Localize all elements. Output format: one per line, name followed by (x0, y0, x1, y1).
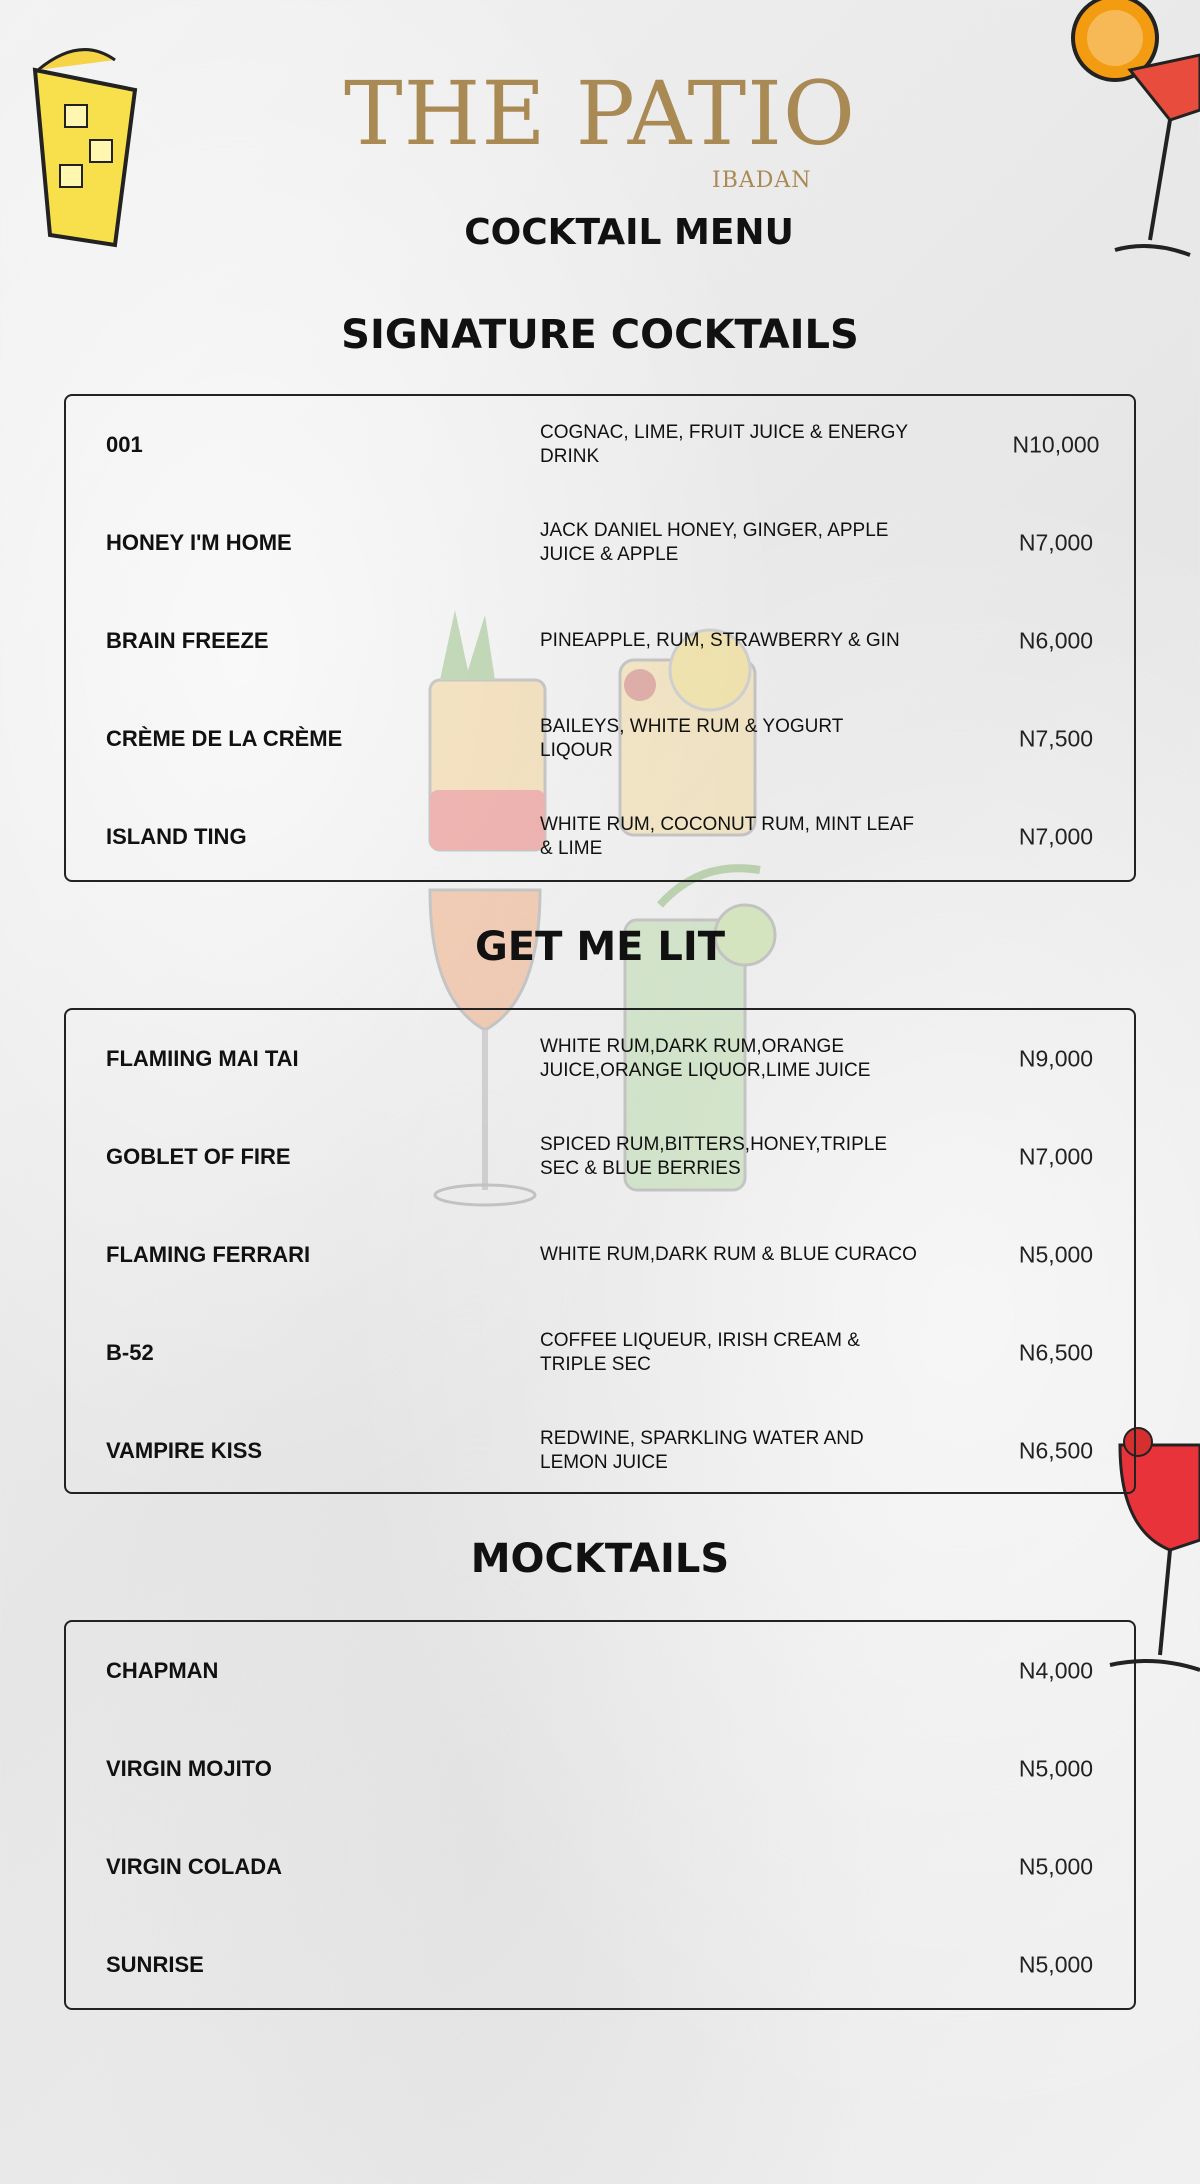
menu-item (66, 1206, 1134, 1304)
menu-item (66, 690, 1134, 788)
item-name: FLAMIING MAI TAI (106, 1046, 299, 1071)
item-price: N7,500 (1018, 725, 1094, 752)
item-price: N6,500 (1018, 1339, 1094, 1366)
menu-item (66, 1304, 1134, 1402)
item-name: CRÈME DE LA CRÈME (106, 726, 343, 751)
item-name: CHAPMAN (106, 1658, 219, 1683)
item-price: N4,000 (1018, 1657, 1094, 1684)
item-price: N7,000 (1018, 823, 1094, 850)
item-desc: JACK DANIEL HONEY, GINGER, APPLE JUICE & APPLE (540, 520, 889, 565)
section-title-mocktails: MOCKTAILS (470, 1536, 730, 1582)
item-price: N9,000 (1018, 1045, 1094, 1072)
section-title-signature: SIGNATURE COCKTAILS (341, 312, 859, 358)
item-name: FLAMING FERRARI (106, 1242, 311, 1267)
item-price: N7,000 (1018, 529, 1094, 556)
item-name: SUNRISE (106, 1952, 204, 1977)
item-price: N6,000 (1018, 627, 1094, 654)
menu-item (66, 1916, 1134, 2014)
signature-cocktails-box (64, 394, 1136, 882)
item-desc: PINEAPPLE, RUM, STRAWBERRY & GIN (540, 630, 900, 651)
brand-logo: THE PATIO (343, 62, 857, 165)
section-title-get-me-lit: GET ME LIT (474, 924, 726, 970)
item-name: GOBLET OF FIRE (106, 1144, 291, 1169)
item-desc: WHITE RUM,DARK RUM,ORANGE JUICE,ORANGE LIQUOR,LIME JUICE (540, 1036, 871, 1081)
item-price: N10,000 (1012, 431, 1100, 458)
item-price: N6,500 (1018, 1437, 1094, 1464)
item-price: N5,000 (1018, 1951, 1094, 1978)
brand-location: IBADAN (712, 168, 812, 193)
menu-item (66, 1720, 1134, 1818)
menu-item (66, 396, 1134, 494)
get-me-lit-box (64, 1008, 1136, 1494)
menu-item (66, 1622, 1134, 1720)
item-name: VAMPIRE KISS (106, 1438, 263, 1463)
item-name: VIRGIN MOJITO (106, 1756, 272, 1781)
menu-title: COCKTAIL MENU (464, 212, 794, 253)
item-desc: WHITE RUM,DARK RUM & BLUE CURACO (540, 1244, 917, 1265)
menu-item (66, 1010, 1134, 1108)
item-desc: SPICED RUM,BITTERS,HONEY,TRIPLE SEC & BLUE BERRIES (540, 1134, 887, 1179)
item-name: BRAIN FREEZE (106, 628, 269, 653)
item-price: N7,000 (1018, 1143, 1094, 1170)
menu-item (66, 1402, 1134, 1500)
item-desc: COGNAC, LIME, FRUIT JUICE & ENERGY DRINK (540, 422, 908, 467)
item-name: ISLAND TING (106, 824, 247, 849)
menu-item (66, 1108, 1134, 1206)
item-price: N5,000 (1018, 1241, 1094, 1268)
item-price: N5,000 (1018, 1755, 1094, 1782)
item-name: 001 (106, 432, 143, 457)
item-desc: BAILEYS, WHITE RUM & YOGURT LIQOUR (540, 716, 844, 761)
item-desc: REDWINE, SPARKLING WATER AND LEMON JUICE (540, 1428, 864, 1473)
menu-item (66, 1818, 1134, 1916)
item-desc: WHITE RUM, COCONUT RUM, MINT LEAF & LIME (540, 814, 915, 859)
item-name: B-52 (106, 1340, 154, 1365)
mocktails-box (64, 1620, 1136, 2010)
item-price: N5,000 (1018, 1853, 1094, 1880)
item-name: VIRGIN COLADA (106, 1854, 282, 1879)
menu-item (66, 592, 1134, 690)
menu-item (66, 788, 1134, 886)
item-desc: COFFEE LIQUEUR, IRISH CREAM & TRIPLE SEC (540, 1330, 860, 1375)
menu-item (66, 494, 1134, 592)
item-name: HONEY I'M HOME (106, 530, 292, 555)
